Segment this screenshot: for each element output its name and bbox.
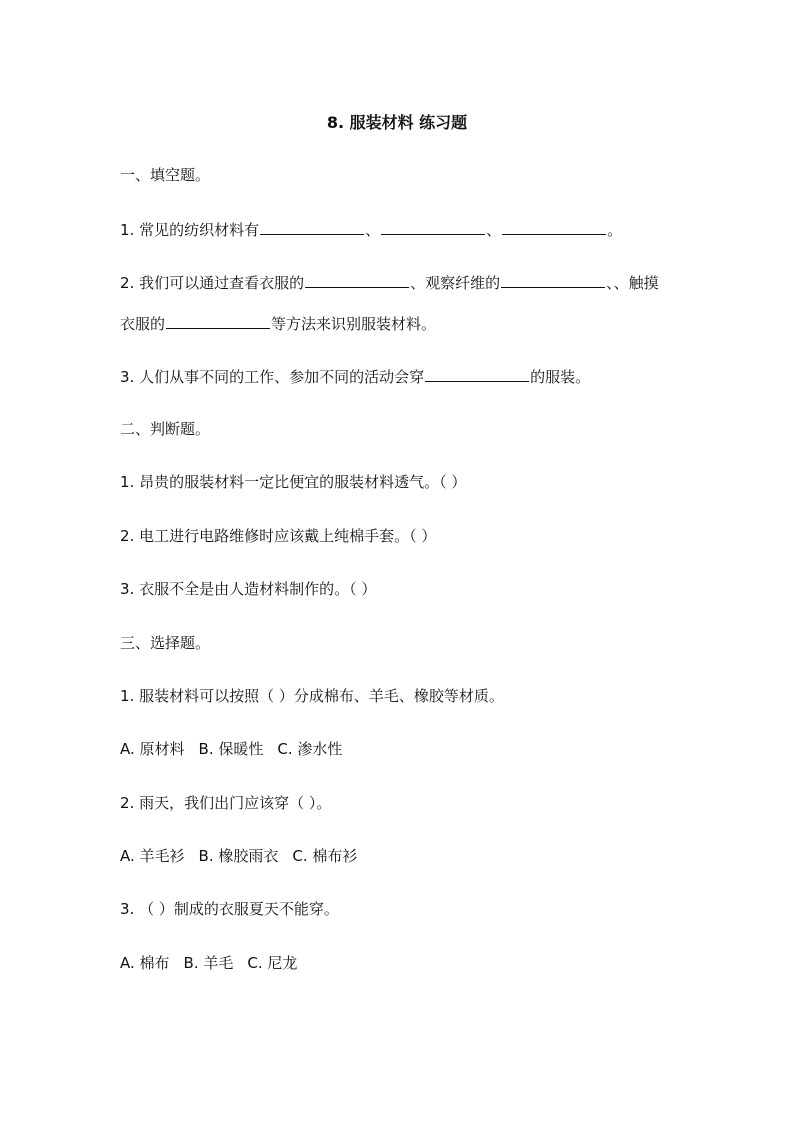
answer-blank[interactable]: [381, 218, 485, 235]
fill-question-1: [120, 218, 690, 241]
choice-question-3: 3. （ ）制成的衣服夏天不能穿。: [120, 900, 339, 918]
option-c: C. 尼龙: [247, 954, 298, 972]
option-c: C. 棉布衫: [292, 847, 358, 865]
judge-question-2: 2. 电工进行电路维修时应该戴上纯棉手套。（ ）: [120, 527, 437, 545]
fill-q1-text-a: 1. 常见的纺织材料有: [120, 221, 260, 239]
option-a: A. 原材料: [120, 740, 185, 758]
fill-question-3: [120, 365, 690, 388]
fill-q2-text-c: 、、触摸: [606, 274, 659, 292]
section-multiple-choice-heading: 三、选择题。: [120, 634, 211, 652]
answer-blank[interactable]: [501, 271, 605, 288]
fill-q2-text-d: 衣服的: [120, 315, 166, 333]
answer-blank[interactable]: [305, 271, 409, 288]
answer-blank[interactable]: [260, 218, 364, 235]
option-c: C. 渗水性: [277, 740, 343, 758]
section-true-false-heading: 二、判断题。: [120, 420, 211, 438]
option-a: A. 羊毛衫: [120, 847, 185, 865]
fill-q2-text-e: 等方法来识别服装材料。: [271, 315, 437, 333]
fill-q2-text-a: 2. 我们可以通过查看衣服的: [120, 274, 305, 292]
fill-question-2-line-2: [120, 312, 690, 335]
judge-question-1: 1. 昂贵的服装材料一定比便宜的服装材料透气。（ ）: [120, 473, 467, 491]
option-b: B. 橡胶雨衣: [198, 847, 279, 865]
fill-q2-text-b: 、观察纤维的: [410, 274, 501, 292]
fill-q3-text-b: 的服装。: [530, 368, 591, 386]
fill-q3-text-a: 3. 人们从事不同的工作、参加不同的活动会穿: [120, 368, 425, 386]
choice-question-1: 1. 服装材料可以按照（ ）分成棉布、羊毛、橡胶等材质。: [120, 687, 504, 705]
answer-blank[interactable]: [502, 218, 606, 235]
fill-q1-text-c: 、: [486, 221, 502, 239]
choice-question-2: 2. 雨天，我们出门应该穿（ ）。: [120, 794, 332, 812]
fill-q1-text-d: 。: [607, 221, 623, 239]
choice-question-3-options: [120, 952, 690, 974]
judge-question-3: 3. 衣服不全是由人造材料制作的。（ ）: [120, 580, 377, 598]
option-b: B. 羊毛: [183, 954, 234, 972]
answer-blank[interactable]: [425, 365, 529, 382]
section-fill-blank-heading: 一、填空题。: [120, 166, 211, 184]
choice-question-1-options: [120, 738, 690, 760]
fill-question-2-line-1: [120, 271, 690, 294]
choice-question-2-options: [120, 845, 690, 867]
option-a: A. 棉布: [120, 954, 170, 972]
page-title: 8. 服装材料 练习题: [326, 113, 468, 132]
option-b: B. 保暖性: [198, 740, 264, 758]
answer-blank[interactable]: [166, 312, 270, 329]
fill-q1-text-b: 、: [365, 221, 381, 239]
